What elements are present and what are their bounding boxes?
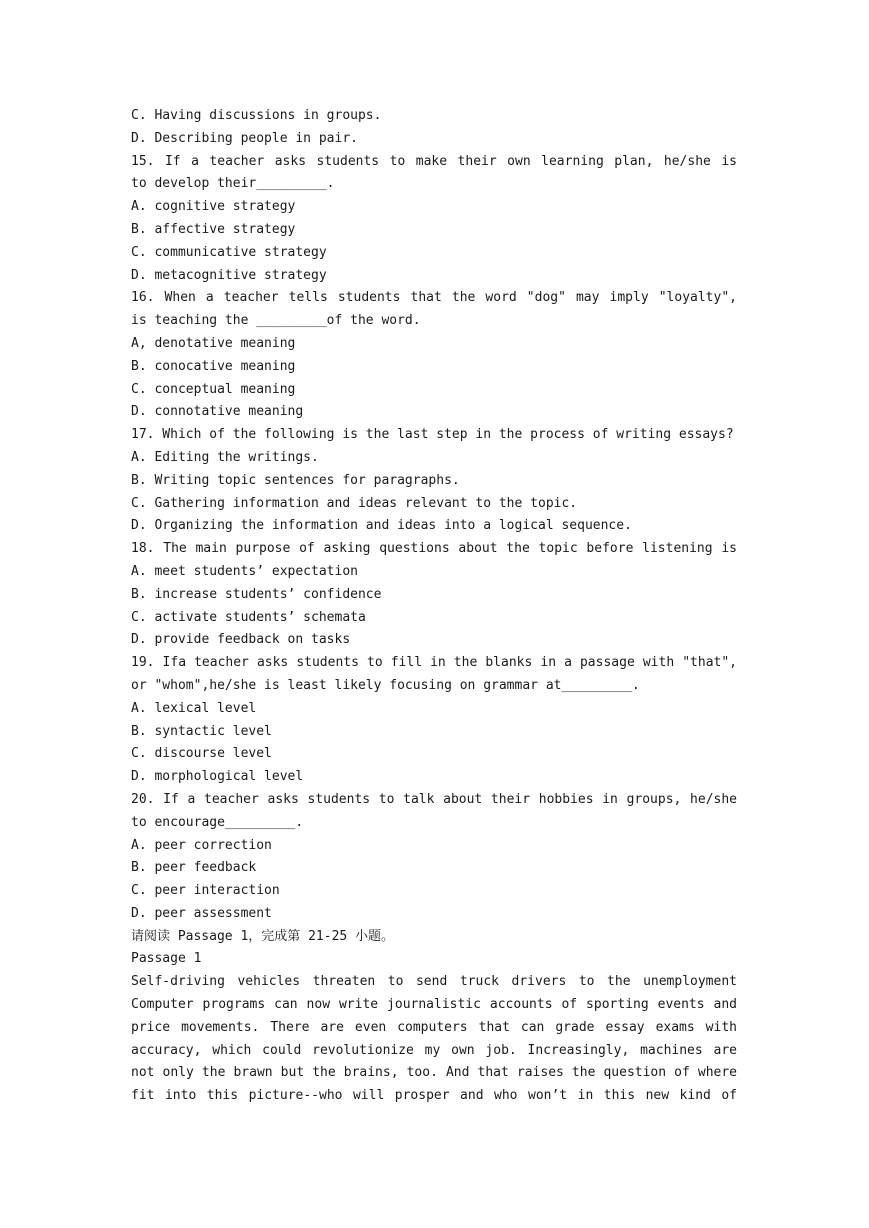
text-line: D. morphological level	[131, 769, 304, 785]
text-line: to develop their_________.	[131, 176, 335, 192]
text-line: 19. Ifa teacher asks students to fill in the blanks in a passage with "that",	[131, 655, 737, 671]
text-line: 15. If a teacher asks students to make their own learning plan, he/she is	[131, 153, 737, 169]
text-line: A. cognitive strategy	[131, 199, 296, 215]
text-line: B. Writing topic sentences for paragraphs.	[131, 472, 460, 488]
text-line: D. metacognitive strategy	[131, 267, 327, 283]
text-line: fit into this picture--who will prosper and who won’t in this new kind of	[131, 1088, 737, 1104]
text-line: D. provide feedback on tasks	[131, 632, 351, 648]
text-line: D. connotative meaning	[131, 404, 304, 420]
text-line: Self-driving vehicles threaten to send truck drivers to the unemployment	[131, 974, 737, 990]
text-line: A. meet students’ expectation	[131, 563, 358, 579]
text-line: A. Editing the writings.	[131, 449, 319, 465]
document-page	[131, 105, 737, 1108]
text-line: C. conceptual meaning	[131, 381, 296, 397]
text-line: to encourage_________.	[131, 814, 304, 830]
text-line: Computer programs can now write journalistic accounts of sporting events and	[131, 997, 737, 1013]
text-line: B. peer feedback	[131, 860, 257, 876]
text-line: B. increase students’ confidence	[131, 586, 382, 602]
text-line: B. affective strategy	[131, 221, 296, 237]
text-line: 20. If a teacher asks students to talk about their hobbies in groups, he/she	[131, 791, 737, 807]
text-line: or "whom",he/she is least likely focusing on grammar at_________.	[131, 677, 640, 693]
text-line: price movements. There are even computers that can grade essay exams with	[131, 1019, 737, 1035]
text-line: 16. When a teacher tells students that the word "dog" may imply "loyalty",	[131, 290, 737, 306]
text-line: C. peer interaction	[131, 883, 280, 899]
text-line: 请阅读 Passage 1，完成第 21-25 小题。	[131, 928, 395, 944]
text-line: is teaching the _________of the word.	[131, 313, 421, 329]
text-line: B. syntactic level	[131, 723, 272, 739]
text-line: accuracy, which could revolutionize my own job. Increasingly, machines are	[131, 1042, 737, 1058]
text-line: A. lexical level	[131, 700, 257, 716]
text-line: D. peer assessment	[131, 905, 272, 921]
text-line: not only the brawn but the brains, too. And that raises the question of where	[131, 1065, 737, 1081]
text-line: 17. Which of the following is the last step in the process of writing essays?	[131, 427, 734, 443]
text-line: C. activate students’ schemata	[131, 609, 366, 625]
text-line: D. Organizing the information and ideas into a logical sequence.	[131, 518, 632, 534]
text-line: A, denotative meaning	[131, 335, 296, 351]
text-line: C. discourse level	[131, 746, 272, 762]
text-line: D. Describing people in pair.	[131, 130, 358, 146]
text-line: B. conocative meaning	[131, 358, 296, 374]
text-line: C. Gathering information and ideas relevant to the topic.	[131, 495, 578, 511]
text-line: C. communicative strategy	[131, 244, 327, 260]
text-line: 18. The main purpose of asking questions about the topic before listening is	[131, 541, 737, 557]
text-line: C. Having discussions in groups.	[131, 108, 382, 123]
text-line: Passage 1	[131, 951, 202, 967]
text-line: A. peer correction	[131, 837, 272, 853]
